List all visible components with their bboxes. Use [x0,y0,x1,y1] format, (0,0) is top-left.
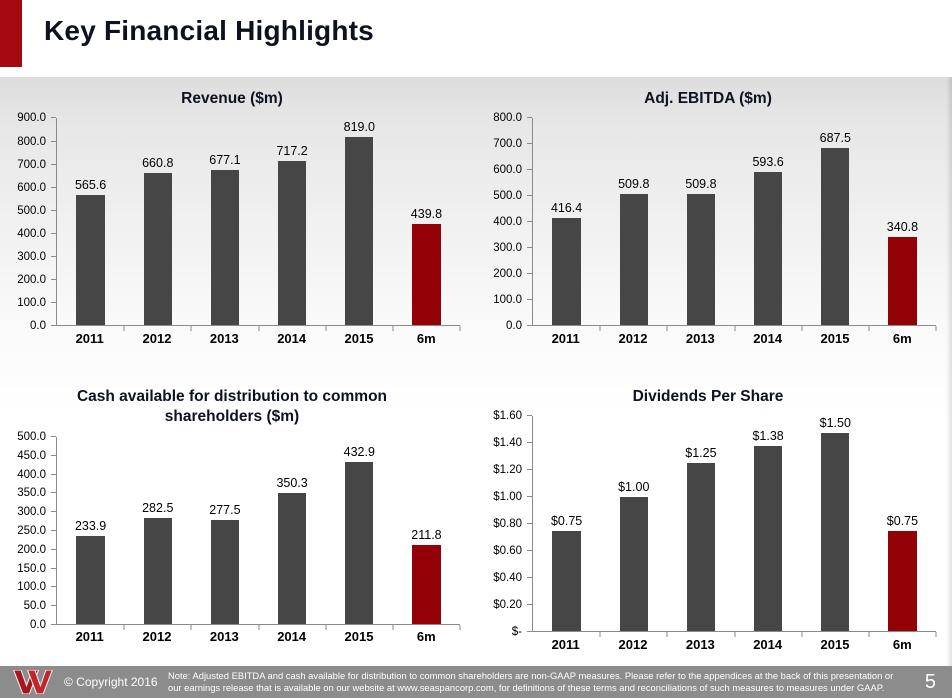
bar-value-label: 593.6 [752,154,784,169]
bar-value-label: 717.2 [276,143,308,158]
y-tick-label: 100.0 [17,581,46,594]
chart-plot-wrap [480,410,936,639]
y-tick-label: 500.0 [17,430,46,443]
x-tick [667,632,668,637]
page-number: 5 [924,670,936,693]
x-tick [734,326,735,331]
chart-title: Revenue ($m) [181,90,283,107]
x-category-label: 6m [892,330,912,346]
x-tick [801,632,802,637]
x-category-label: 2015 [820,330,850,346]
bar-value-label: 277.5 [209,503,241,518]
bar [552,218,580,326]
bar-value-label: $0.75 [886,513,919,528]
y-tick-label: $1.20 [493,464,522,477]
bar [888,531,916,632]
chart-plot-wrap [4,112,460,333]
y-tick-label: $1.40 [493,437,522,450]
x-category-label: 2011 [551,330,580,346]
bar-slot [667,118,734,325]
bar [278,161,306,326]
plot-area [532,118,936,326]
x-category-label: 2013 [209,330,239,346]
x-tick [600,326,601,331]
y-tick-label: 300.0 [493,242,522,255]
x-tick [936,326,937,331]
bar-slot [600,118,667,325]
y-tick-label: $0.80 [493,518,522,531]
x-tick [392,625,393,630]
bar-slot [326,437,393,624]
x-tick [392,326,393,331]
bar-slot [57,118,124,325]
slide-header [0,0,952,77]
x-category-label: 2011 [75,330,104,346]
x-tick [801,326,802,331]
y-tick-label: $1.60 [493,410,522,423]
x-category-label: 2012 [142,330,172,346]
x-category-label: 2014 [753,636,783,652]
y-tick-label: 600.0 [17,181,46,194]
x-tick [258,326,259,331]
copyright-text: © Copyright 2016 [64,675,158,689]
bar [144,173,172,325]
chart-title: Dividends Per Share [632,388,784,405]
y-tick-label: 700.0 [493,138,522,151]
chart-plot-wrap [4,430,460,631]
bar-value-label: 340.8 [886,220,919,235]
x-tick [667,326,668,331]
bar-value-label: $1.50 [819,416,851,431]
x-category-label: 2013 [685,636,715,652]
y-tick-label: 200.0 [493,268,522,281]
y-tick-label: 400.0 [17,468,46,481]
y-tick-label: 700.0 [17,158,46,171]
y-tick-label: 800.0 [493,112,522,125]
x-category-label: 2013 [685,330,715,346]
bar-slot [600,416,667,631]
y-tick-label: 400.0 [493,216,522,229]
bar-value-label: 687.5 [819,130,851,145]
bar-value-label: $0.75 [550,513,583,528]
accent-block [0,0,22,67]
y-tick-label: 200.0 [17,274,46,287]
y-axis [480,112,532,333]
y-tick-label: 300.0 [17,506,46,519]
bar-value-label: 416.4 [550,200,583,215]
x-tick [325,625,326,630]
chart-cash-available [0,375,476,666]
bar-slot [869,118,936,325]
bar [345,462,373,624]
bar [821,433,849,631]
y-tick-label: $0.40 [493,572,522,585]
y-axis [4,430,56,631]
bar [821,148,849,326]
bar [76,195,104,325]
plot-area [56,118,460,326]
bar [687,463,715,631]
bar-slot [191,437,258,624]
chart-title: Adj. EBITDA ($m) [644,90,772,107]
y-tick-label: 600.0 [493,164,522,177]
x-tick [460,625,461,630]
bar [412,545,440,624]
x-tick [600,632,601,637]
bar-slot [124,118,191,325]
x-tick [124,326,125,331]
bar [888,237,916,325]
y-tick-label: 50.0 [23,600,46,613]
bar-slot [326,118,393,325]
y-tick-label: 200.0 [17,543,46,556]
x-category-label: 2012 [142,629,172,645]
bar-value-label: $1.25 [685,446,717,461]
x-category-label: 2015 [344,629,374,645]
bar-slot [259,118,326,325]
y-tick-label: 800.0 [17,135,46,148]
y-axis [480,410,532,639]
bar-slot [802,118,869,325]
x-tick [868,326,869,331]
bar-value-label: 432.9 [343,445,375,460]
bar-slot [124,437,191,624]
y-axis [4,112,56,333]
bar-value-label: 282.5 [142,501,174,516]
bar-value-label: 350.3 [276,475,308,490]
bar-slot [869,416,936,631]
bar-slot [191,118,258,325]
bar [211,520,239,624]
x-tick [325,326,326,331]
x-tick [258,625,259,630]
y-tick-label: $- [511,626,522,639]
y-tick-label: 150.0 [17,562,46,575]
bar [620,194,648,326]
bar-value-label: $1.00 [618,480,650,495]
x-category-label: 2015 [344,330,374,346]
y-tick-label: 450.0 [17,449,46,462]
bar-value-label: $1.38 [752,429,784,444]
bar-slot [802,416,869,631]
bar [412,224,440,325]
y-tick-label: 500.0 [493,190,522,203]
y-tick-label: 500.0 [17,204,46,217]
bar-slot [735,416,802,631]
y-tick-label: 0.0 [506,320,522,333]
y-tick-label: 250.0 [17,524,46,537]
slide-footer [0,666,952,698]
footer-note: Note: Adjusted EBITDA and cash available for distribution to common shareholders are non-GAAP measures. Please refer to the appendices at the back of this presentation or our earnings release that is available on our website at www.seaspancorp.com, for definitions of these terms and reconciliations of such measures to measures under GAAP. [168,669,894,693]
chart-adj-ebitda [476,77,952,375]
chart-title: Cash available for distribution to common shareholders ($m) [76,388,388,426]
bar-value-label: 233.9 [74,519,107,534]
x-tick [936,632,937,637]
page-title: Key Financial Highlights [44,15,374,46]
bar [754,446,782,631]
y-tick-label: 100.0 [17,297,46,310]
footer-branding [0,670,168,694]
y-tick-label: 100.0 [493,294,522,307]
chart-dividends-per-share [476,375,952,666]
x-tick [191,326,192,331]
bar-slot [393,437,460,624]
x-category-label: 2011 [551,636,580,652]
y-tick-label: $0.20 [493,599,522,612]
seaspan-w-logo-icon [12,670,54,694]
bar-value-label: 660.8 [142,156,174,171]
bar-value-label: 819.0 [343,120,375,135]
x-category-label: 6m [416,629,436,645]
x-category-label: 2011 [75,629,104,645]
plot-area [56,437,460,625]
x-tick [124,625,125,630]
bar-value-label: 439.8 [410,207,443,222]
bar [144,518,172,624]
bar [278,493,306,624]
bar-slot [533,416,600,631]
bar [620,497,648,631]
bar-value-label: 677.1 [209,152,241,167]
bar-value-label: 509.8 [685,176,717,191]
bar-slot [393,118,460,325]
x-tick [868,632,869,637]
bar [76,536,104,623]
x-category-label: 6m [416,330,436,346]
bar [211,170,239,326]
y-tick-label: 900.0 [17,112,46,125]
y-tick-label: 0.0 [30,618,46,631]
y-tick-label: 0.0 [30,320,46,333]
x-category-label: 2013 [209,629,239,645]
bar [345,137,373,325]
y-tick-label: 350.0 [17,487,46,500]
charts-grid [0,77,952,666]
bar [552,531,580,632]
bar-slot [735,118,802,325]
bar [754,172,782,326]
x-category-label: 2014 [277,330,307,346]
bar-slot [57,437,124,624]
bar-value-label: 211.8 [411,527,442,542]
x-tick [734,632,735,637]
bar-value-label: 509.8 [618,176,650,191]
chart-plot-wrap [480,112,936,333]
plot-area [532,416,936,632]
bar-slot [259,437,326,624]
x-category-label: 2012 [618,636,648,652]
y-tick-label: $0.60 [493,545,522,558]
bar-slot [533,118,600,325]
chart-revenue [0,77,476,375]
bar-slot [667,416,734,631]
y-tick-label: 300.0 [17,251,46,264]
x-category-label: 2014 [753,330,783,346]
y-tick-label: 400.0 [17,228,46,241]
x-category-label: 2012 [618,330,648,346]
bar [687,194,715,326]
x-tick [191,625,192,630]
bar-value-label: 565.6 [74,178,107,193]
x-category-label: 2015 [820,636,850,652]
x-category-label: 2014 [277,629,307,645]
x-tick [460,326,461,331]
y-tick-label: $1.00 [493,491,522,504]
x-category-label: 6m [892,636,912,652]
